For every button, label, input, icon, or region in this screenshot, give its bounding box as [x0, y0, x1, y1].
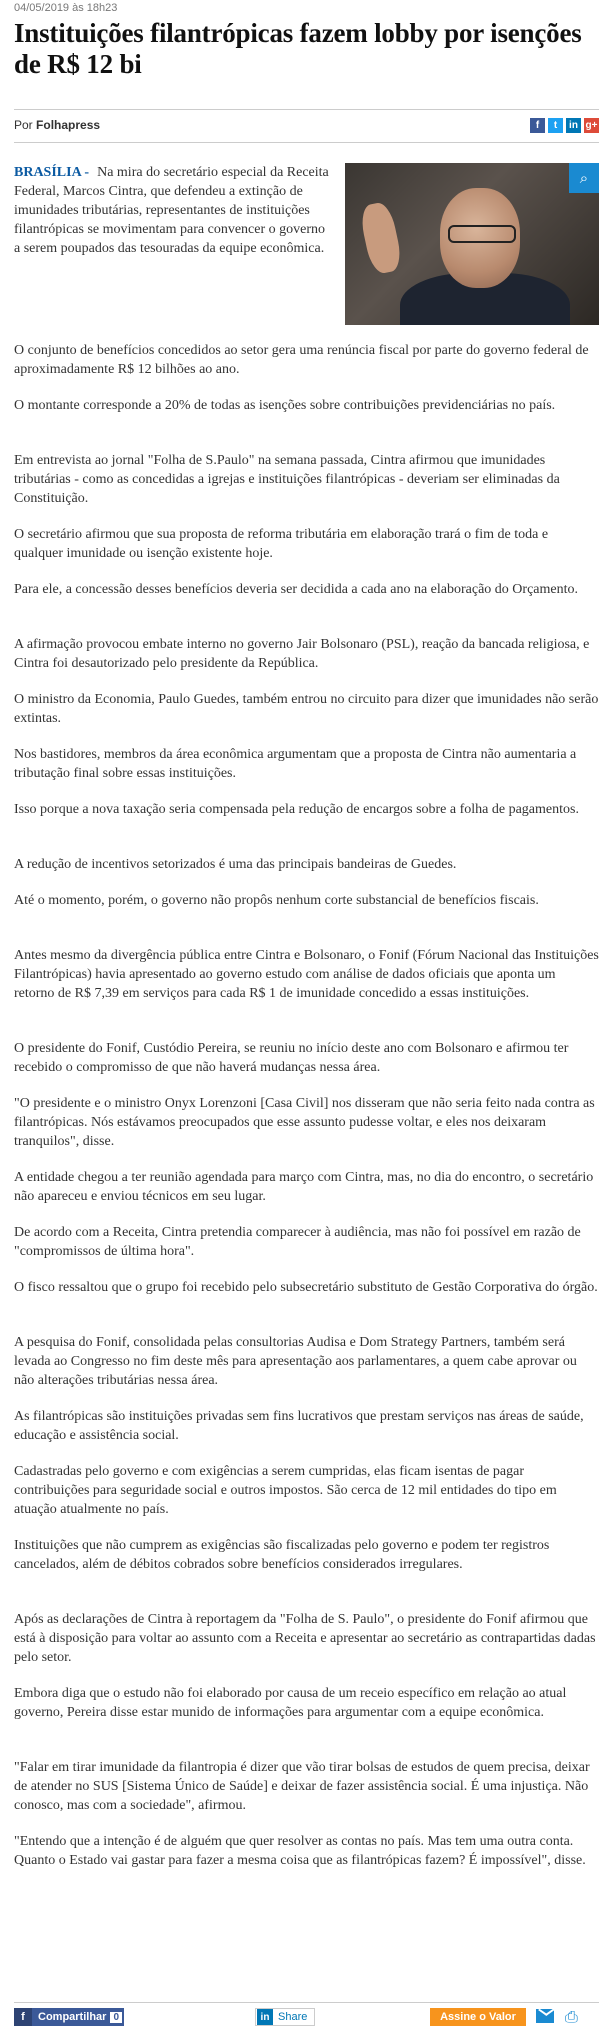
article-paragraph: A pesquisa do Fonif, consolidada pelas consultorias Audisa e Dom Strategy Partners, também será levada ao Congresso no fim deste mês para apresentação aos parlamentares, a quem cabe aprovar ou não alterações tributárias nessa área.: [14, 1335, 577, 1388]
article-paragraph: "Falar em tirar imunidade da filantropia é dizer que vão tirar bolsas de estudos de quem precisa, deixar de atender no SUS [Sistema Único de Saúde] e deixar de fazer assistência social. É uma injustiça. Não conosco, mas com a sociedade", afirmou.: [14, 1760, 590, 1813]
article-paragraph: A redução de incentivos setorizados é uma das principais bandeiras de Guedes.: [14, 857, 457, 872]
facebook-share-label: Compartilhar: [38, 2011, 107, 2023]
divider: [14, 2002, 599, 2003]
article-paragraph: A entidade chegou a ter reunião agendada para março com Cintra, mas, no dia do encontro, o secretário não apareceu e enviou técnicos em seu lugar.: [14, 1170, 594, 1204]
article-paragraph: Cadastradas pelo governo e com exigências a serem cumpridas, elas ficam isentas de pagar contribuições para seguridade social e outros impostos. São cerca de 12 mil entidades do tipo em atuação atualmente no país.: [14, 1464, 557, 1517]
photo-hand: [358, 200, 404, 275]
article-paragraph: Após as declarações de Cintra à reportagem da "Folha de S. Paulo", o presidente do Fonif afirmou que está à disposição para voltar ao assunto com a Receita e apresentar ao secretário as contrapartidas dadas pelo setor.: [14, 1612, 596, 1665]
article-paragraph: Embora diga que o estudo não foi elaborado por causa de um receio específico em relação ao atual governo, Pereira disse estar munido de informações para argumentar com a equipe econômica.: [14, 1686, 567, 1720]
article-date: 04/05/2019 às 18h23: [14, 2, 118, 14]
divider: [14, 109, 599, 110]
article-paragraph: Antes mesmo da divergência pública entre Cintra e Bolsonaro, o Fonif (Fórum Nacional das Instituições Filantrópicas) havia apresentado ao governo estudo com análise de dados oficiais que aponta um retorno de R$ 7,39 em serviços para cada R$ 1 de imunidade concedido a essas instituições.: [14, 948, 599, 1001]
article-paragraph: Isso porque a nova taxação seria compensada pela redução de encargos sobre a folha de pagamentos.: [14, 802, 579, 817]
print-icon[interactable]: ⎙: [565, 2007, 578, 2026]
share-bar-bottom: [14, 2008, 599, 2028]
article-paragraph: O conjunto de benefícios concedidos ao setor gera uma renúncia fiscal por parte do governo federal de aproximadamente R$ 12 bilhões ao ano.: [14, 343, 589, 377]
article-paragraph: O montante corresponde a 20% de todas as isenções sobre contribuições previdenciárias no país.: [14, 398, 556, 413]
article-title: Instituições filantrópicas fazem lobby por isenções de R$ 12 bi: [14, 18, 582, 79]
linkedin-icon: in: [257, 2009, 273, 2025]
byline: [14, 118, 100, 132]
facebook-share-button[interactable]: [14, 2008, 124, 2026]
article-paragraph: Até o momento, porém, o governo não propôs nenhum corte substancial de benefícios fiscais.: [14, 893, 539, 908]
article-photo[interactable]: [345, 163, 599, 325]
facebook-icon: f: [14, 2008, 32, 2026]
article-paragraph: O secretário afirmou que sua proposta de reforma tributária em elaboração trará o fim de toda e qualquer imunidade ou isenção existente hoje.: [14, 527, 549, 561]
email-icon[interactable]: [536, 2009, 554, 2023]
facebook-share-icon[interactable]: f: [530, 118, 545, 133]
lead-text: Na mira do secretário especial da Receita Federal, Marcos Cintra, que defendeu a extinção de imunidades tributárias, representantes de instituições filantrópicas se movimentam para convencer o governo a serem poupados das tesouradas da equipe econômica.: [14, 165, 329, 256]
article-lead: [14, 163, 330, 258]
article-paragraph: Em entrevista ao jornal "Folha de S.Paulo" na semana passada, Cintra afirmou que imunidades tributárias - como as concedidas a igrejas e instituições filantrópicas - deveriam ser eliminadas da Constituição.: [14, 453, 560, 506]
byline-source: Folhapress: [36, 118, 101, 132]
share-bar-top: [530, 118, 599, 133]
twitter-share-icon[interactable]: t: [548, 118, 563, 133]
photo-glasses: [448, 225, 516, 243]
zoom-icon[interactable]: ⌕: [569, 163, 599, 193]
facebook-share-count: 0: [110, 2012, 122, 2023]
article-location: BRASÍLIA -: [14, 165, 90, 180]
linkedin-share-label: Share: [278, 2011, 308, 2023]
linkedin-share-button[interactable]: [255, 2008, 315, 2026]
article-paragraph: O ministro da Economia, Paulo Guedes, também entrou no circuito para dizer que imunidades não serão extintas.: [14, 692, 599, 726]
subscribe-button[interactable]: Assine o Valor: [430, 2008, 526, 2026]
article-paragraph: "Entendo que a intenção é de alguém que quer resolver as contas no país. Mas tem uma outra conta. Quanto o Estado vai gastar para fazer a mesma coisa que as filantrópicas fazem? É impossível", disse.: [14, 1834, 586, 1868]
article-paragraph: "O presidente e o ministro Onyx Lorenzoni [Casa Civil] nos disseram que não seria feito nada contra as filantrópicas. Nós estávamos preocupados que esse assunto pudesse voltar, e eles nos deixaram tranquilos", disse.: [14, 1096, 595, 1149]
article-paragraph: O fisco ressaltou que o grupo foi recebido pelo subsecretário substituto de Gestão Corporativa do órgão.: [14, 1280, 598, 1295]
article-paragraph: As filantrópicas são instituições privadas sem fins lucrativos que prestam serviços nas áreas de saúde, educação e assistência social.: [14, 1409, 584, 1443]
article-paragraph: Instituições que não cumprem as exigências são fiscalizadas pelo governo e podem ter registros cancelados, além de débitos cobrados sobre benefícios considerados irregulares.: [14, 1538, 550, 1572]
article-paragraph: Nos bastidores, membros da área econômica argumentam que a proposta de Cintra não aumentaria a tributação final sobre essas instituições.: [14, 747, 577, 781]
article-paragraph: De acordo com a Receita, Cintra pretendia comparecer à audiência, mas não foi possível em razão de "compromissos de última hora".: [14, 1225, 581, 1259]
linkedin-share-icon[interactable]: in: [566, 118, 581, 133]
article-paragraph: O presidente do Fonif, Custódio Pereira, se reuniu no início deste ano com Bolsonaro e afirmou ter recebido o compromisso de que não haverá mudanças nessa área.: [14, 1041, 569, 1075]
byline-prefix: Por: [14, 118, 33, 132]
googleplus-share-icon[interactable]: g+: [585, 120, 598, 131]
divider: [14, 142, 599, 143]
article-paragraph: Para ele, a concessão desses benefícios deveria ser decidida a cada ano na elaboração do Orçamento.: [14, 582, 578, 597]
article-paragraph: A afirmação provocou embate interno no governo Jair Bolsonaro (PSL), reação da bancada religiosa, e Cintra foi desautorizado pelo presidente da República.: [14, 637, 590, 671]
